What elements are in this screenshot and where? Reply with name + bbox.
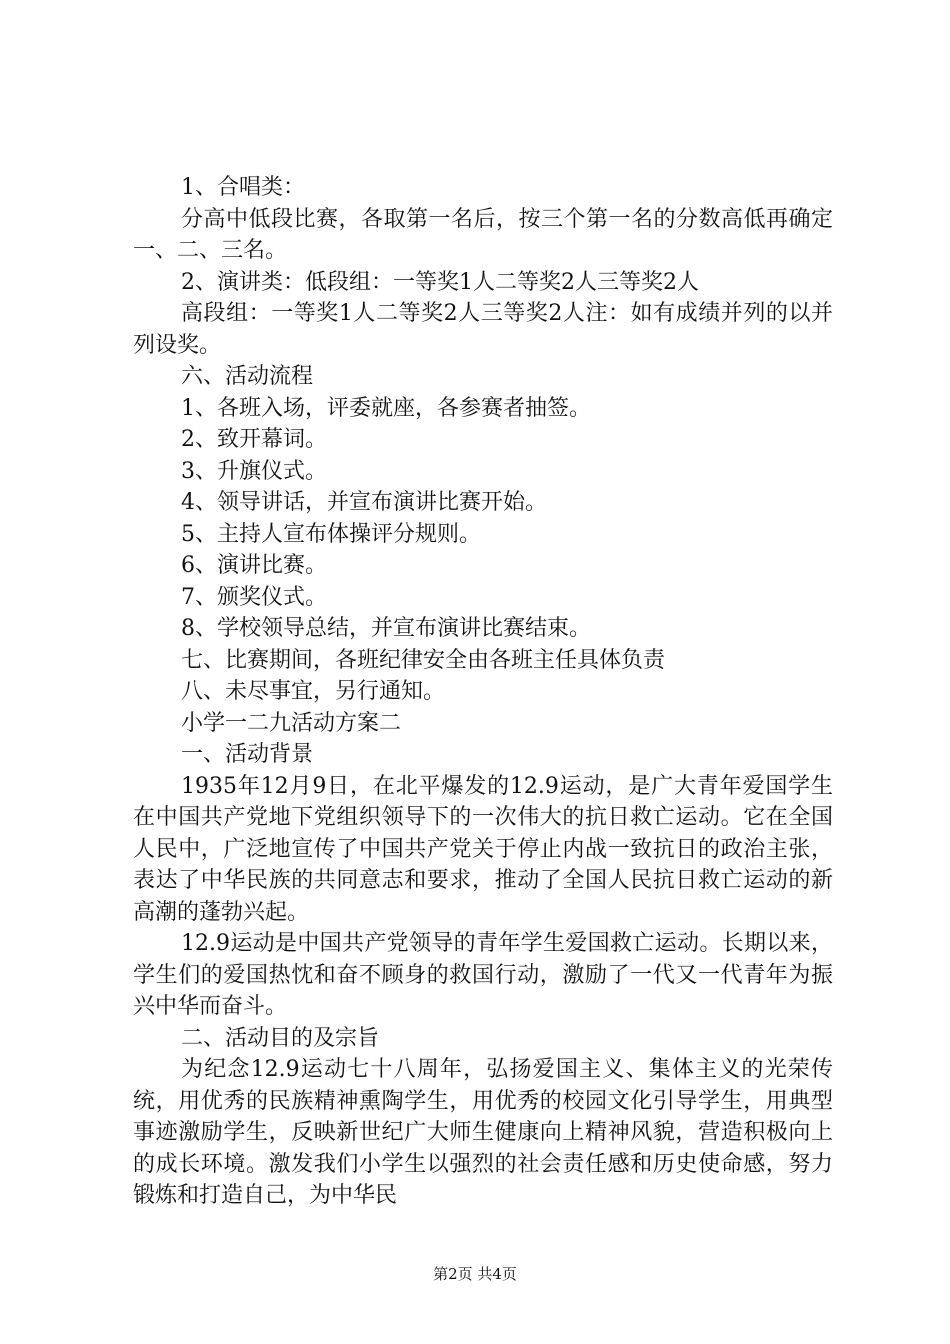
paragraph: 7、颁奖仪式。 xyxy=(181,584,327,610)
paragraph: 一、活动背景 xyxy=(181,742,314,767)
paragraph: 12.9运动是中国共产党领导的青年学生爱国救亡运动。长期以来，学生们的爱国热忱和奋不顾身的救国行动，激励了一代又一代青年为振兴中华而奋斗。 xyxy=(133,931,833,1019)
paragraph: 二、活动目的及宗旨 xyxy=(181,1025,380,1051)
paragraph: 1、各班入场，评委就座，各参赛者抽签。 xyxy=(181,395,591,421)
paragraph: 5、主持人宣布体操评分规则。 xyxy=(181,521,481,547)
paragraph: 为纪念12.9运动七十八周年，弘扬爱国主义、集体主义的光荣传统，用优秀的民族精神熏陶学生，用优秀的校园文化引导学生，用典型事迹激励学生，反映新世纪广大师生健康向上精神风貌，营造积极向上的成长环境。激发我们小学生以强烈的社会责任感和历史使命感，努力锻炼和打造自己，为中华民 xyxy=(133,1057,833,1208)
paragraph: 2、致开幕词。 xyxy=(181,427,327,452)
paragraph: 六、活动流程 xyxy=(181,364,314,389)
paragraph: 小学一二九活动方案二 xyxy=(181,710,402,736)
paragraph: 分高中低段比赛，各取第一名后，按三个第一名的分数高低再确定一、二、三名。 xyxy=(133,206,833,263)
paragraph: 高段组：一等奖1人二等奖2人三等奖2人注：如有成绩并列的以并列设奖。 xyxy=(133,301,833,358)
paragraph: 七、比赛期间，各班纪律安全由各班主任具体负责 xyxy=(181,647,666,673)
paragraph: 4、领导讲话，并宣布演讲比赛开始。 xyxy=(181,490,547,515)
paragraph: 2、演讲类：低段组：一等奖1人二等奖2人三等奖2人 xyxy=(181,269,699,295)
paragraph: 6、演讲比赛。 xyxy=(181,553,327,578)
document-body xyxy=(133,172,833,1212)
paragraph: 3、升旗仪式。 xyxy=(181,458,327,484)
paragraph: 八、未尽事宜，另行通知。 xyxy=(181,679,446,704)
paragraph: 8、学校领导总结，并宣布演讲比赛结束。 xyxy=(181,616,591,641)
paragraph: 1935年12月9日，在北平爆发的12.9运动，是广大青年爱国学生在中国共产党地下党组织领导下的一次伟大的抗日救亡运动。它在全国人民中，广泛地宣传了中国共产党关于停止内战一致抗日的政治主张，表达了中华民族的共同意志和要求，推动了全国人民抗日救亡运动的新高潮的蓬勃兴起。 xyxy=(133,773,833,925)
paragraph: 1、合唱类： xyxy=(181,175,305,200)
page-footer: 第2页 共4页 xyxy=(433,1265,517,1283)
